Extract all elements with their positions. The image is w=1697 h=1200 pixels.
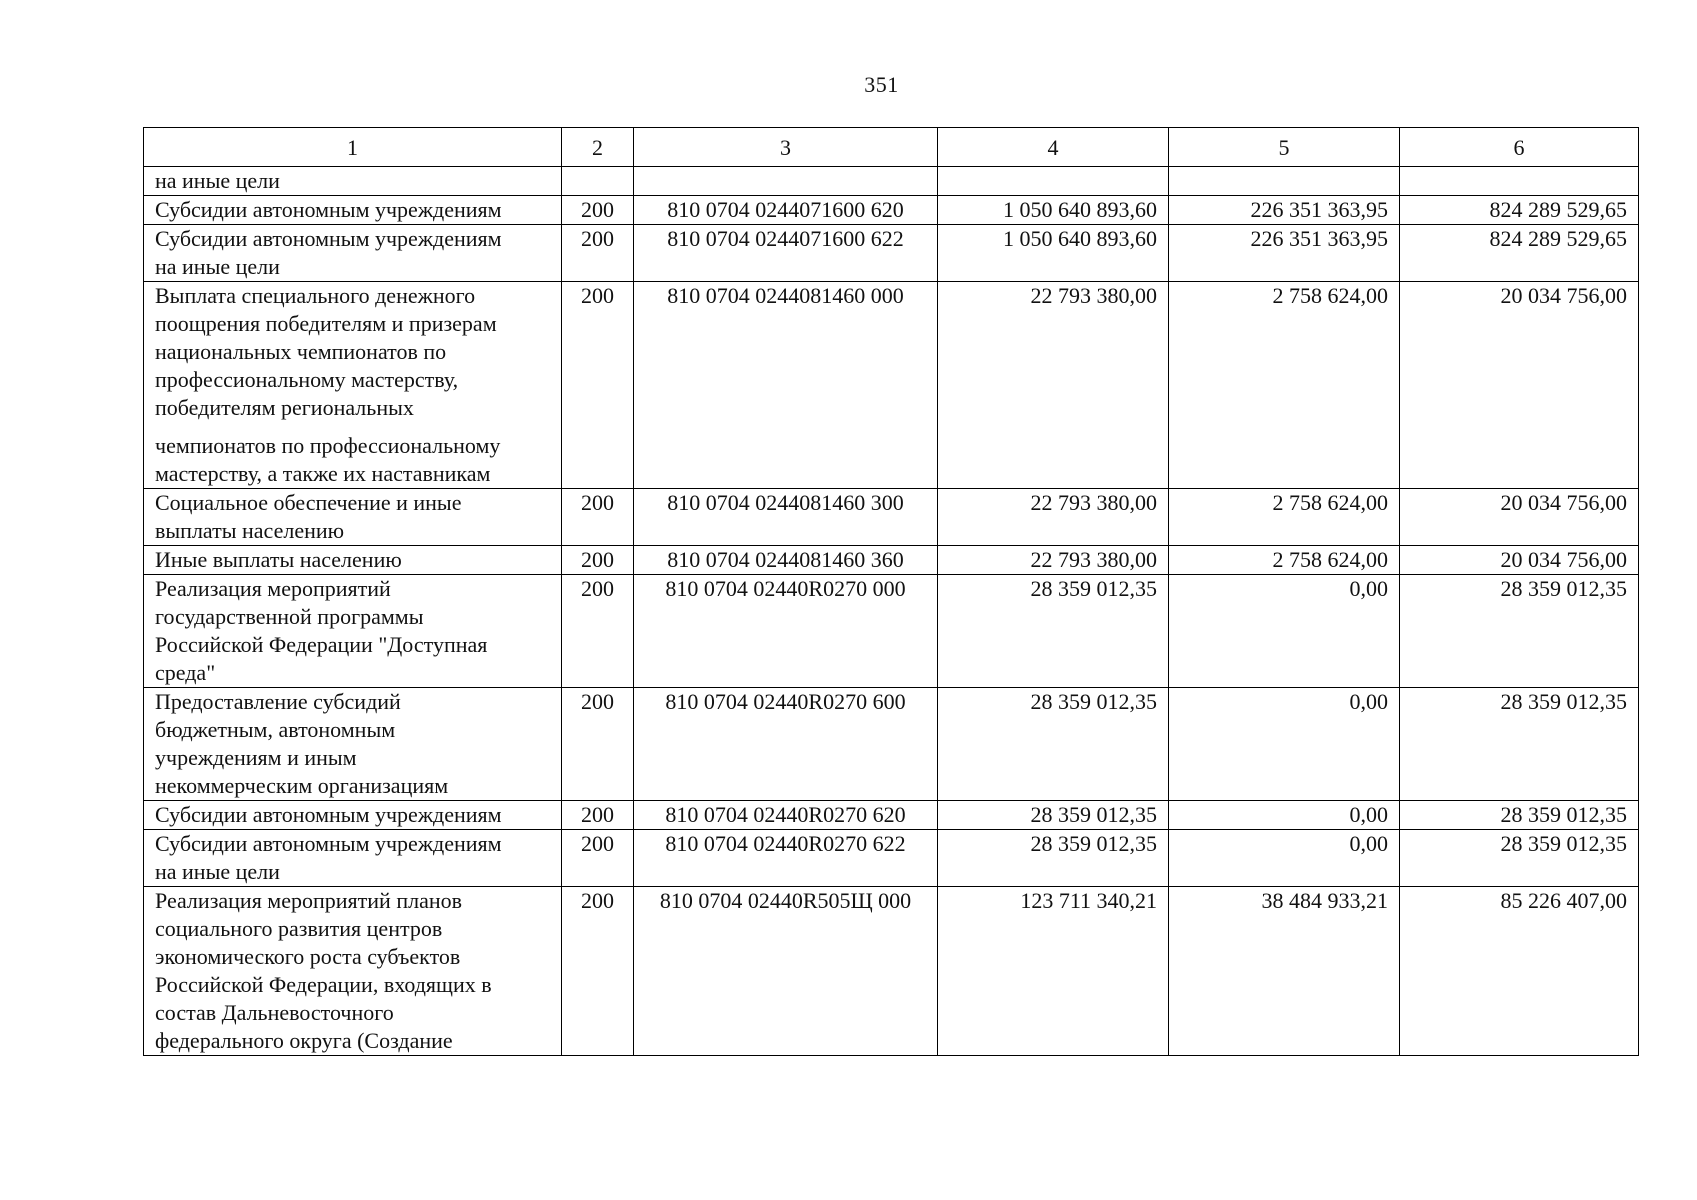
amount-col6-cell: 824 289 529,65: [1400, 196, 1639, 225]
row-name-line: федерального округа (Создание: [155, 1028, 453, 1053]
amount-col5-cell: 2 758 624,00: [1169, 282, 1400, 489]
row-name-cell: [144, 688, 562, 801]
table-row: [144, 196, 1639, 225]
row-name-cell: [144, 196, 562, 225]
amount-col4-cell: 28 359 012,35: [938, 688, 1169, 801]
amount-col5-cell: 0,00: [1169, 688, 1400, 801]
section-code-cell: 200: [562, 196, 634, 225]
row-name-line: на иные цели: [155, 859, 280, 884]
amount-col6-cell: 20 034 756,00: [1400, 489, 1639, 546]
row-name-cell: [144, 887, 562, 1056]
row-name-line: профессиональному мастерству,: [155, 367, 459, 392]
row-name-cell: [144, 575, 562, 688]
page-number: 351: [864, 72, 899, 97]
amount-col6-cell: 28 359 012,35: [1400, 830, 1639, 887]
budget-code-cell: 810 0704 0244081460 300: [634, 489, 938, 546]
row-name-cell: [144, 830, 562, 887]
row-name-line: Российской Федерации "Доступная: [155, 632, 488, 657]
amount-col4-cell: 1 050 640 893,60: [938, 225, 1169, 282]
amount-col4-cell: 22 793 380,00: [938, 489, 1169, 546]
row-name-line: Субсидии автономным учреждениям: [155, 226, 502, 251]
column-header-2: 2: [562, 128, 634, 167]
row-name-cell: [144, 282, 562, 489]
row-name-cell: [144, 546, 562, 575]
budget-code-cell: 810 0704 0244081460 360: [634, 546, 938, 575]
row-name-line: Выплата специального денежного: [155, 283, 476, 308]
amount-col6-cell: 28 359 012,35: [1400, 801, 1639, 830]
column-header-5: 5: [1169, 128, 1400, 167]
row-name-line: бюджетным, автономным: [155, 717, 396, 742]
row-name-line: государственной программы: [155, 604, 424, 629]
amount-col6-cell: [1400, 167, 1639, 196]
section-code-cell: [562, 167, 634, 196]
table-body: [144, 167, 1639, 1056]
amount-col4-cell: 22 793 380,00: [938, 282, 1169, 489]
budget-code-cell: 810 0704 02440R0270 000: [634, 575, 938, 688]
row-name-line: Реализация мероприятий планов: [155, 888, 463, 913]
amount-col5-cell: 226 351 363,95: [1169, 225, 1400, 282]
row-name-line: экономического роста субъектов: [155, 944, 461, 969]
table-row: [144, 546, 1639, 575]
amount-col5-cell: [1169, 167, 1400, 196]
row-name-line: Российской Федерации, входящих в: [155, 972, 492, 997]
table-row: [144, 489, 1639, 546]
row-name-line: национальных чемпионатов по: [155, 339, 447, 364]
table-row: [144, 801, 1639, 830]
column-header-3: 3: [634, 128, 938, 167]
column-header-6: 6: [1400, 128, 1639, 167]
row-name-line: среда": [155, 660, 216, 685]
amount-col4-cell: 123 711 340,21: [938, 887, 1169, 1056]
budget-code-cell: 810 0704 0244071600 620: [634, 196, 938, 225]
amount-col4-cell: 1 050 640 893,60: [938, 196, 1169, 225]
row-name-cell: [144, 489, 562, 546]
section-code-cell: 200: [562, 575, 634, 688]
amount-col5-cell: 38 484 933,21: [1169, 887, 1400, 1056]
section-code-cell: 200: [562, 225, 634, 282]
section-code-cell: 200: [562, 546, 634, 575]
amount-col4-cell: 22 793 380,00: [938, 546, 1169, 575]
row-name-line: Предоставление субсидий: [155, 689, 401, 714]
row-name-cell: [144, 801, 562, 830]
column-header-4: 4: [938, 128, 1169, 167]
amount-col5-cell: 2 758 624,00: [1169, 546, 1400, 575]
amount-col5-cell: 226 351 363,95: [1169, 196, 1400, 225]
row-name-line: некоммерческим организациям: [155, 773, 449, 798]
row-name-line: учреждениям и иным: [155, 745, 357, 770]
row-name-line: победителям региональных: [155, 395, 414, 420]
table-row: [144, 887, 1639, 1056]
row-name-line: состав Дальневосточного: [155, 1000, 394, 1025]
amount-col5-cell: 0,00: [1169, 575, 1400, 688]
row-name-line: Субсидии автономным учреждениям: [155, 802, 502, 827]
row-name-line: социального развития центров: [155, 916, 443, 941]
budget-table: [143, 127, 1639, 1056]
row-name-line: чемпионатов по профессиональному: [155, 433, 501, 458]
row-name-line: выплаты населению: [155, 518, 345, 543]
amount-col6-cell: 824 289 529,65: [1400, 225, 1639, 282]
amount-col5-cell: 0,00: [1169, 830, 1400, 887]
amount-col6-cell: 20 034 756,00: [1400, 282, 1639, 489]
amount-col4-cell: 28 359 012,35: [938, 575, 1169, 688]
section-code-cell: 200: [562, 801, 634, 830]
amount-col6-cell: 28 359 012,35: [1400, 575, 1639, 688]
header-row: [144, 128, 1639, 167]
amount-col4-cell: [938, 167, 1169, 196]
budget-code-cell: [634, 167, 938, 196]
row-name-cell: [144, 225, 562, 282]
table-row: [144, 688, 1639, 801]
column-header-1: 1: [144, 128, 562, 167]
row-name-line: Иные выплаты населению: [155, 547, 402, 572]
budget-code-cell: 810 0704 02440R0270 620: [634, 801, 938, 830]
row-name-cell: [144, 167, 562, 196]
budget-code-cell: 810 0704 0244081460 000: [634, 282, 938, 489]
section-code-cell: 200: [562, 282, 634, 489]
row-name-line: мастерству, а также их наставникам: [155, 461, 491, 486]
table-row: [144, 167, 1639, 196]
table-row: [144, 282, 1639, 489]
amount-col4-cell: 28 359 012,35: [938, 801, 1169, 830]
table-header: [144, 128, 1639, 167]
amount-col4-cell: 28 359 012,35: [938, 830, 1169, 887]
amount-col6-cell: 28 359 012,35: [1400, 688, 1639, 801]
budget-code-cell: 810 0704 0244071600 622: [634, 225, 938, 282]
table-row: [144, 225, 1639, 282]
row-name-line: Реализация мероприятий: [155, 576, 391, 601]
row-name-line: Субсидии автономным учреждениям: [155, 831, 502, 856]
table-row: [144, 575, 1639, 688]
amount-col6-cell: 85 226 407,00: [1400, 887, 1639, 1056]
row-name-line: Субсидии автономным учреждениям: [155, 197, 502, 222]
row-name-line: поощрения победителям и призерам: [155, 311, 497, 336]
amount-col6-cell: 20 034 756,00: [1400, 546, 1639, 575]
table-row: [144, 830, 1639, 887]
section-code-cell: 200: [562, 688, 634, 801]
budget-code-cell: 810 0704 02440R0270 622: [634, 830, 938, 887]
row-name-line: на иные цели: [155, 168, 280, 193]
section-code-cell: 200: [562, 830, 634, 887]
amount-col5-cell: 0,00: [1169, 801, 1400, 830]
section-code-cell: 200: [562, 887, 634, 1056]
amount-col5-cell: 2 758 624,00: [1169, 489, 1400, 546]
row-name-line: Социальное обеспечение и иные: [155, 490, 462, 515]
section-code-cell: 200: [562, 489, 634, 546]
budget-code-cell: 810 0704 02440R0270 600: [634, 688, 938, 801]
budget-code-cell: 810 0704 02440R505Щ 000: [634, 887, 938, 1056]
row-name-line: на иные цели: [155, 254, 280, 279]
